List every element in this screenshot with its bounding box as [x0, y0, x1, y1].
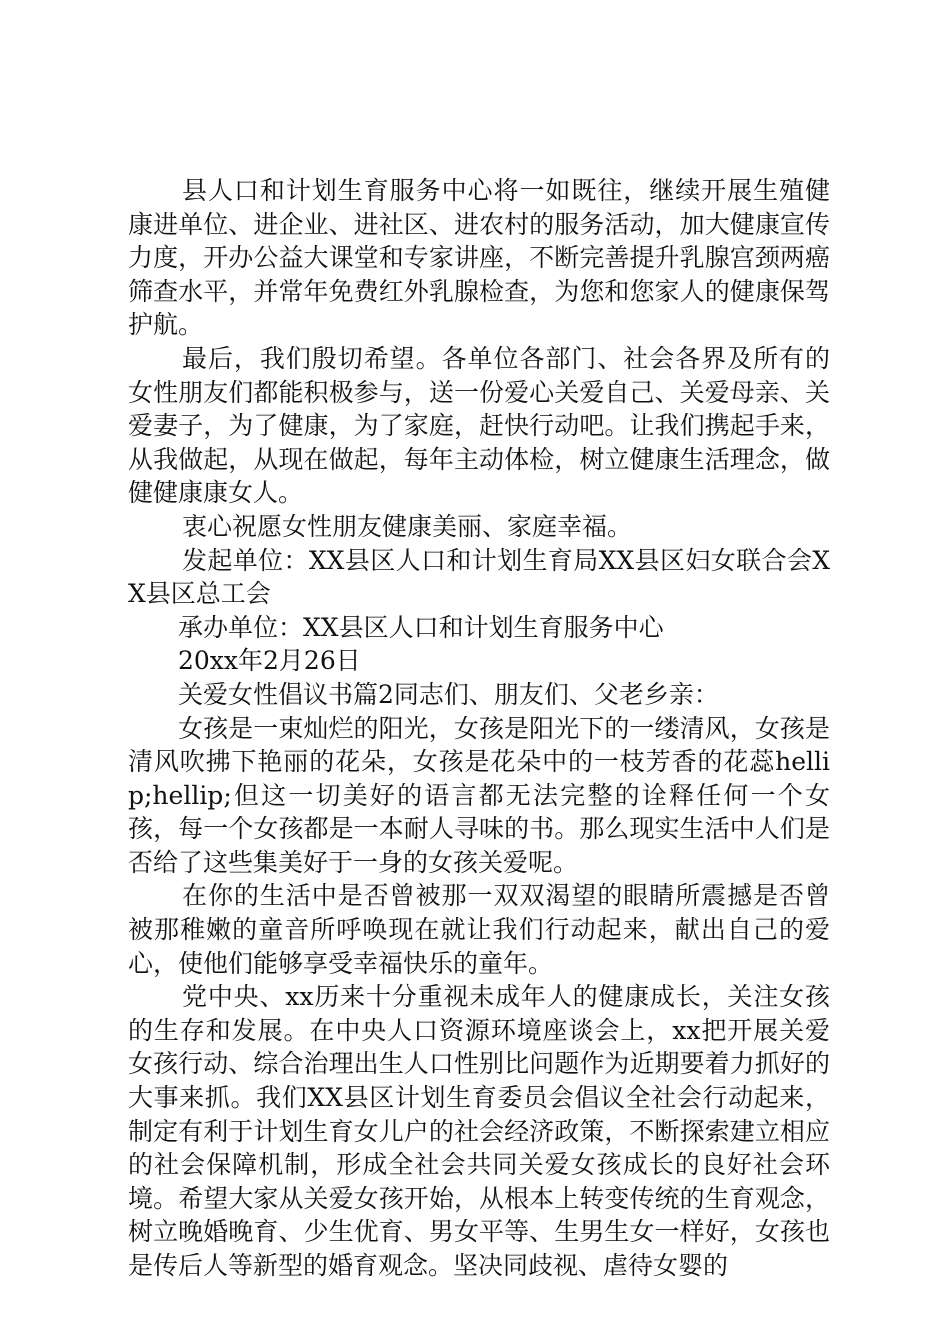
paragraph-service-center: 县人口和计划生育服务中心将一如既往，继续开展生殖健康进单位、进企业、进社区、进农村的服务活动，加大健康宣传力度，开办公益大课堂和专家讲座，不断完善提升乳腺宫颈两癌筛查水平，并常年免费红外乳腺检查，为您和您家人的健康保驾护航。 [128, 176, 830, 340]
paragraph-date: 20xx年2月26日 [178, 646, 361, 676]
paragraph-party-central: 党中央、xx历来十分重视未成年人的健康成长，关注女孩的生存和发展。在中央人口资源环境座谈会上，xx把开展关爱女孩行动、综合治理出生人口性别比问题作为近期要着力抓好的大事来抓。我们XX县区计划生育委员会倡议全社会行动起来，制定有利于计划生育女儿户的社会经济政策，不断探索建立相应的社会保障机制，形成全社会共同关爱女孩成长的良好社会环境。希望大家从关爱女孩开始，从根本上转变传统的生育观念，树立晚婚晚育、少生优育、男女平等、生男生女一样好，女孩也是传后人等新型的婚育观念。坚决同歧视、虐待女婴的 [128, 982, 830, 1280]
paragraph-initiators: 发起单位：XX县区人口和计划生育局XX县区妇女联合会XX县区总工会 [128, 545, 830, 609]
paragraph-article-2-heading: 关爱女性倡议书篇2同志们、朋友们、父老乡亲： [178, 679, 719, 709]
paragraph-closing-hope: 最后，我们殷切希望。各单位各部门、社会各界及所有的女性朋友们都能积极参与，送一份爱心关爱自己、关爱母亲、关爱妻子，为了健康，为了家庭，赶快行动吧。让我们携起手来，从我做起，从现在做起，每年主动体检，树立健康生活理念，做健健康康女人。 [128, 343, 830, 508]
paragraph-girls-sunshine: 女孩是一束灿烂的阳光，女孩是阳光下的一缕清风，女孩是清风吹拂下艳丽的花朵，女孩是花朵中的一枝芳香的花蕊hellip;hellip;但这一切美好的语言都无法完整的诠释任何一个女孩，每一个女孩都是一本耐人寻味的书。那么现实生活中人们是否给了这些集美好于一身的女孩关爱呢。 [128, 713, 830, 877]
paragraph-organizer: 承办单位：XX县区人口和计划生育服务中心 [178, 612, 664, 642]
paragraph-your-life: 在你的生活中是否曾被那一双双渴望的眼睛所震撼是否曾被那稚嫩的童音所呼唤现在就让我们行动起来，献出自己的爱心，使他们能够享受幸福快乐的童年。 [128, 881, 830, 978]
paragraph-wishes: 衷心祝愿女性朋友健康美丽、家庭幸福。 [182, 511, 633, 541]
document-page [128, 174, 830, 1283]
